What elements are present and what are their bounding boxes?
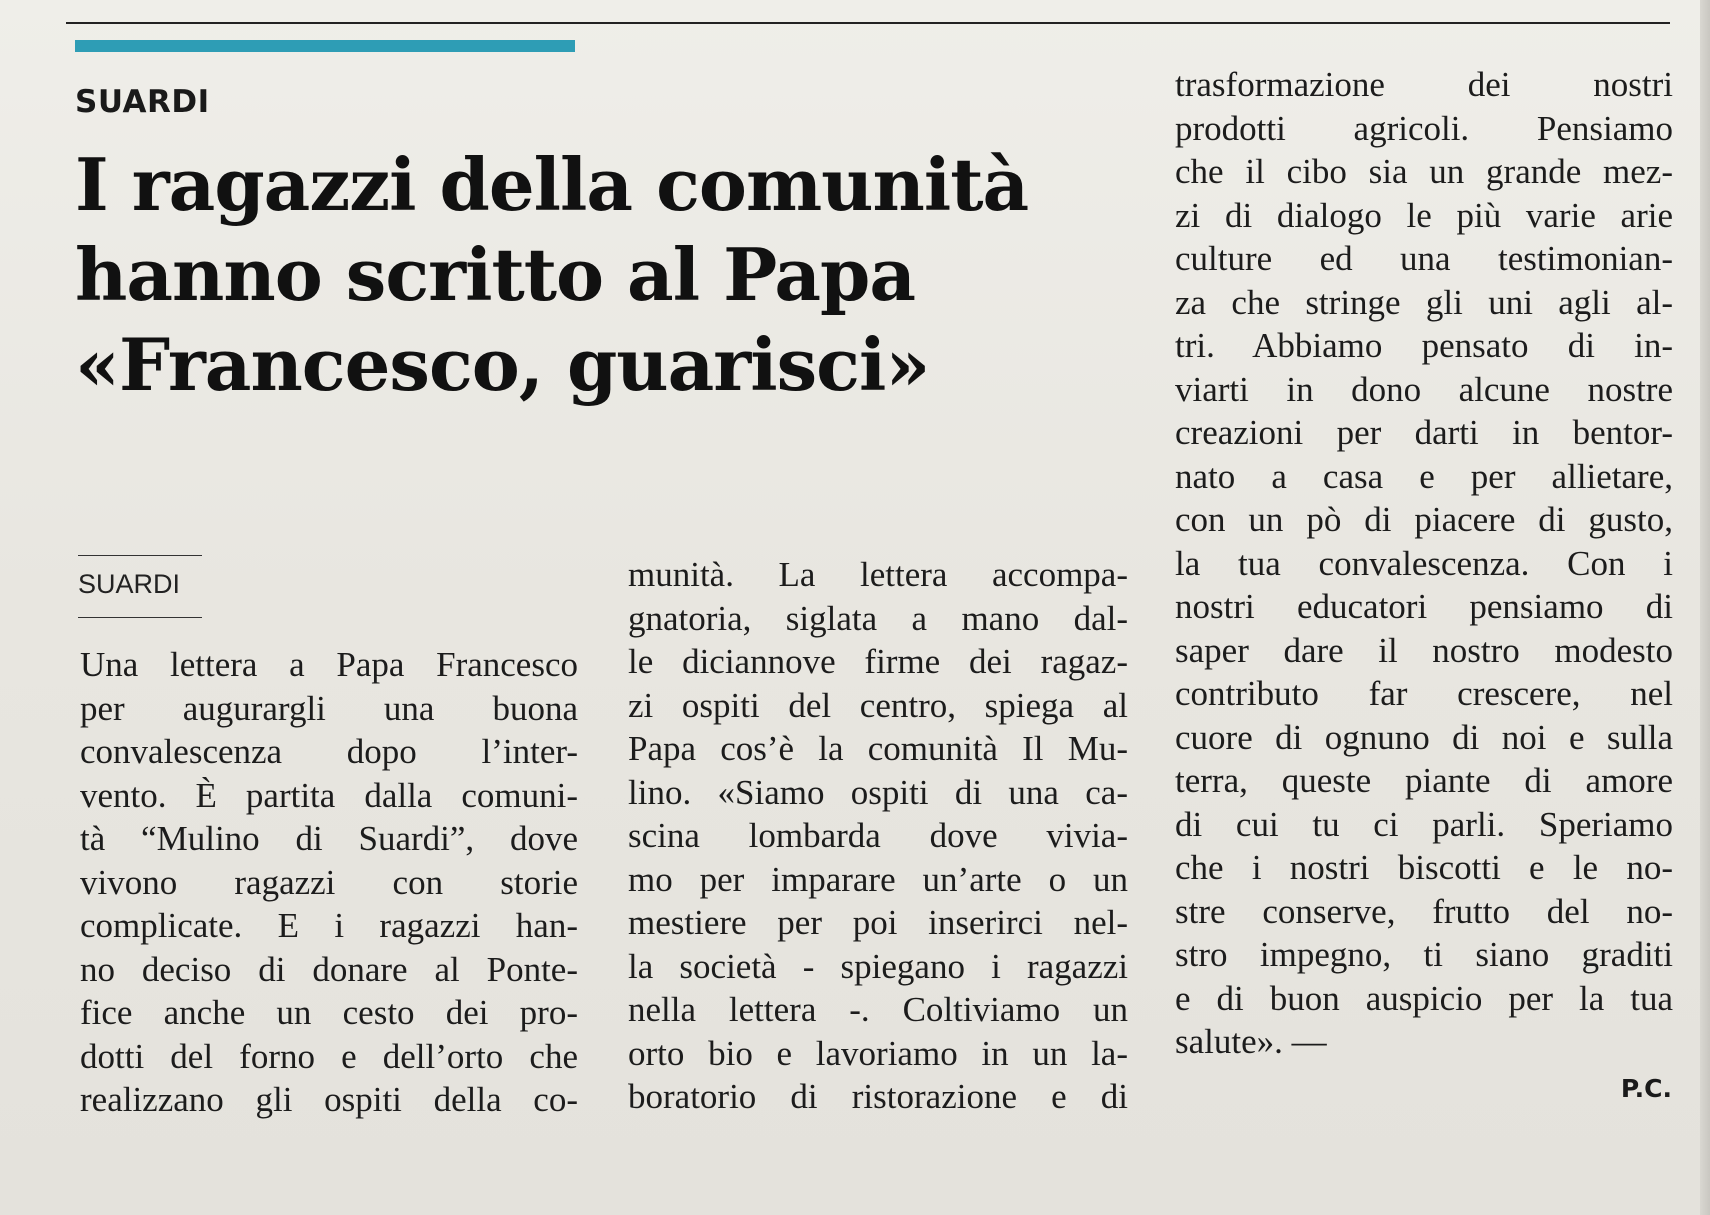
text-line: culture ed una testimonian- xyxy=(1175,239,1673,278)
text-line: fice anche un cesto dei pro- xyxy=(80,993,578,1032)
dateline-rule-bottom xyxy=(78,617,202,618)
text-line: cuore di ognuno di noi e sulla xyxy=(1175,717,1673,757)
text-line: tri. Abbiamo pensato di in- xyxy=(1175,326,1673,365)
text-line: realizzano gli ospiti della co- xyxy=(80,1080,578,1119)
text-line: la società - spiegano i ragazzi xyxy=(628,946,1128,986)
text-line: zi di dialogo le più varie arie xyxy=(1175,195,1673,235)
headline-line: I ragazzi della comunità xyxy=(75,142,1029,227)
text-line: che il cibo sia un grande mez- xyxy=(1175,152,1673,191)
text-line: stre conserve, frutto del no- xyxy=(1175,891,1673,931)
text-line: gnatoria, siglata a mano dal- xyxy=(628,598,1128,638)
text-line: mestiere per poi inserirci nel- xyxy=(628,903,1128,942)
article-column-3 xyxy=(1175,63,1673,1064)
text-line: trasformazione dei nostri xyxy=(1175,65,1673,104)
text-line: zi ospiti del centro, spiega al xyxy=(628,685,1128,725)
text-line: prodotti agricoli. Pensiamo xyxy=(1175,108,1673,148)
page-edge xyxy=(1700,0,1710,1215)
text-line: creazioni per darti in bentor- xyxy=(1175,413,1673,452)
text-line: per augurargli una buona xyxy=(80,688,578,728)
text-line: no deciso di donare al Ponte- xyxy=(80,949,578,989)
text-line: boratorio di ristorazione e di xyxy=(628,1077,1128,1116)
text-line: con un pò di piacere di gusto, xyxy=(1175,500,1673,539)
text-line: lino. «Siamo ospiti di una ca- xyxy=(628,772,1128,812)
text-line: le diciannove firme dei ragaz- xyxy=(628,642,1128,681)
text-line: mo per imparare un’arte o un xyxy=(628,859,1128,899)
text-line: saper dare il nostro modesto xyxy=(1175,630,1673,670)
text-line: scina lombarda dove vivia- xyxy=(628,816,1128,855)
text-line: nato a casa e per allietare, xyxy=(1175,456,1673,496)
section-accent-bar xyxy=(75,40,575,52)
text-line: di cui tu ci parli. Speriamo xyxy=(1175,804,1673,844)
text-line: che i nostri biscotti e le no- xyxy=(1175,848,1673,887)
text-line: dotti del forno e dell’orto che xyxy=(80,1036,578,1076)
text-line: complicate. E i ragazzi han- xyxy=(80,906,578,945)
text-line: salute». — xyxy=(1175,1022,1327,1061)
text-line: nostri educatori pensiamo di xyxy=(1175,587,1673,626)
text-line: Papa cos’è la comunità Il Mu- xyxy=(628,729,1128,768)
section-kicker: SUARDI xyxy=(75,84,210,120)
article-column-2 xyxy=(628,553,1128,1119)
text-line: munità. La lettera accompa- xyxy=(628,555,1128,594)
text-line: orto bio e lavoriamo in un la- xyxy=(628,1033,1128,1073)
text-line: contributo far crescere, nel xyxy=(1175,674,1673,713)
text-line: vivono ragazzi con storie xyxy=(80,862,578,902)
headline-line: hanno scritto al Papa xyxy=(75,232,915,317)
text-line: viarti in dono alcune nostre xyxy=(1175,369,1673,409)
headline-line: «Francesco, guarisci» xyxy=(75,322,930,407)
article-headline xyxy=(75,140,1135,410)
text-line: la tua convalescenza. Con i xyxy=(1175,543,1673,583)
text-line: convalescenza dopo l’inter- xyxy=(80,732,578,771)
text-line: za che stringe gli uni agli al- xyxy=(1175,282,1673,322)
text-line: Una lettera a Papa Francesco xyxy=(80,645,578,684)
top-rule xyxy=(66,22,1670,24)
text-line: vento. È partita dalla comuni- xyxy=(80,775,578,815)
text-line: nella lettera -. Coltiviamo un xyxy=(628,990,1128,1029)
author-signature: P.C. xyxy=(1620,1074,1672,1103)
text-line: stro impegno, ti siano graditi xyxy=(1175,935,1673,974)
article-column-1 xyxy=(80,643,578,1122)
text-line: terra, queste piante di amore xyxy=(1175,761,1673,800)
dateline-rule-top xyxy=(78,555,202,556)
text-line: tà “Mulino di Suardi”, dove xyxy=(80,819,578,858)
dateline: SUARDI xyxy=(78,569,181,599)
text-line: e di buon auspicio per la tua xyxy=(1175,978,1673,1018)
